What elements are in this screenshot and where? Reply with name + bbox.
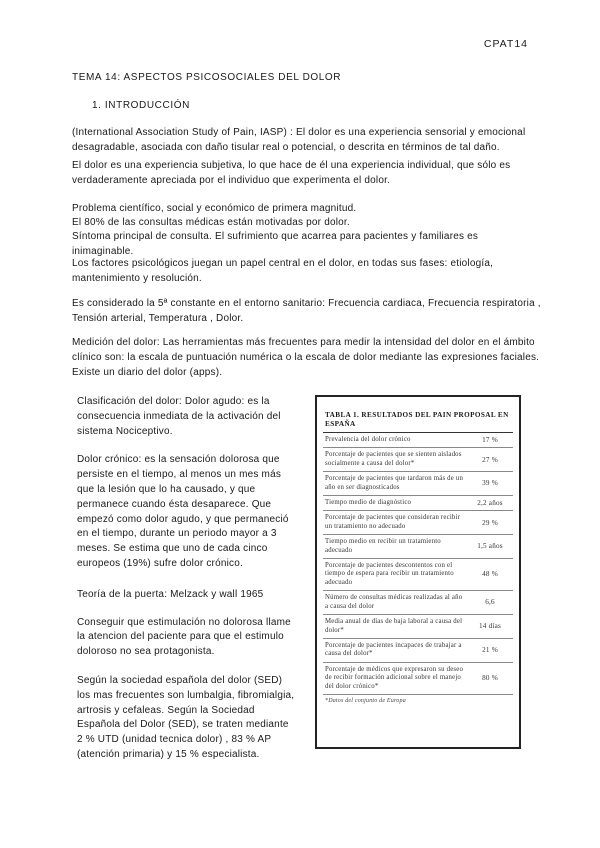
table-row xyxy=(323,615,513,639)
table-row-value: 29 % xyxy=(467,511,513,535)
table-row-value: 1,5 años xyxy=(467,535,513,559)
results-table xyxy=(323,433,513,695)
paragraph-stimulation: Conseguir que estimulación no dolorosa llame la atencion del paciente para que el estimulo doloroso no sea protagonista. xyxy=(77,616,291,658)
section-heading: 1. INTRODUCCIÓN xyxy=(92,100,190,111)
paragraph-consultations: El 80% de las consultas médicas están motivadas por dolor. xyxy=(72,217,350,228)
table-row-value: 39 % xyxy=(467,472,513,496)
paragraph-gate-theory: Teoría de la puerta: Melzack y wall 1965 xyxy=(77,588,264,600)
document-code: CPAT14 xyxy=(483,38,528,50)
table-row xyxy=(323,472,513,496)
left-column xyxy=(77,395,297,763)
table-row xyxy=(323,448,513,472)
table-row xyxy=(323,535,513,559)
table-row-value: 2,2 años xyxy=(467,496,513,511)
table-row xyxy=(323,591,513,615)
pain-proposal-table-figure xyxy=(315,395,521,749)
table-row xyxy=(323,433,513,448)
table-row-label: Porcentaje de pacientes que consideran recibir un tratamiento no adecuado xyxy=(323,511,467,535)
table-row-label: Número de consultas médicas realizadas al año a causa del dolor xyxy=(323,591,467,615)
table-row-value: 27 % xyxy=(467,448,513,472)
table-row xyxy=(323,559,513,591)
table-row-label: Porcentaje de pacientes descontentos con el tiempo de espera para recibir un tratamiento adecuado xyxy=(323,559,467,591)
table-row-value: 6,6 xyxy=(467,591,513,615)
table-row xyxy=(323,511,513,535)
table-row xyxy=(323,496,513,511)
table-row-label: Porcentaje de médicos que expresaron su deseo de recibir formación adicional sobre el manejo del dolor crónico* xyxy=(323,662,467,694)
table-row-label: Media anual de días de baja laboral a causa del dolor* xyxy=(323,615,467,639)
table-row-value: 80 % xyxy=(467,662,513,694)
table-row-label: Porcentaje de pacientes incapaces de trabajar a causa del dolor* xyxy=(323,638,467,662)
table-title: TABLA 1. RESULTADOS DEL PAIN PROPOSAL EN ESPAÑA xyxy=(323,411,513,433)
paragraph-psychological-factors: Los factores psicológicos juegan un papel central en el dolor, en todas sus fases: etiología, mantenimiento y resolución. xyxy=(72,258,494,284)
paragraph-iasp-definition: (International Association Study of Pain, IASP) : El dolor es una experiencia sensorial y emocional desagradable, asociada con daño tisular real o potencial, o descrita en términos de tal daño. xyxy=(72,127,526,153)
table-row-value: 17 % xyxy=(467,433,513,448)
paragraph-classification: Clasificación del dolor: Dolor agudo: es la consecuencia inmediata de la activación del sistema Nociceptivo. xyxy=(77,396,281,437)
table-row xyxy=(323,638,513,662)
table-row xyxy=(323,662,513,694)
paragraph-problem: Problema científico, social y económico de primera magnitud. xyxy=(72,203,357,214)
table-row-label: Porcentaje de pacientes que se sienten aislados socialmente a causa del dolor* xyxy=(323,448,467,472)
paragraph-chronic-pain: Dolor crónico: es la sensación dolorosa que persiste en el tiempo, al menos un mes más que la lesión que lo ha causado, y que permanece cuando ésta desaparece. Que empezó como dolor agudo, y que permaneció en el tiempo, durante un periodo mayor a 3 meses. Se estima que uno de cada cinco europeos (19%) sufre dolor crónico. xyxy=(77,454,289,569)
table-row-label: Tiempo medio de diagnóstico xyxy=(323,496,467,511)
paragraph-main-symptom: Síntoma principal de consulta. El sufrimiento que acarrea para pacientes y familiares es inimaginable. xyxy=(72,231,479,257)
table-row-value: 48 % xyxy=(467,559,513,591)
paragraph-sed: Según la sociedad española del dolor (SED) los mas frecuentes son lumbalgia, fibromialgia, artrosis y cefaleas. Según la Sociedad Española del Dolor (SED), se traten mediante 2 % UTD (unidad tecnica dolor) , 83 % AP (atención primaria) y 15 % especialista. xyxy=(77,674,295,760)
table-row-label: Tiempo medio en recibir un tratamiento adecuado xyxy=(323,535,467,559)
table-row-value: 21 % xyxy=(467,638,513,662)
paragraph-fifth-constant: Es considerado la 5ª constante en el entorno sanitario: Frecuencia cardiaca, Frecuencia respiratoria , Tensión arterial, Temperatura , Dolor. xyxy=(72,298,541,324)
paragraph-subjective: El dolor es una experiencia subjetiva, lo que hace de él una experiencia individual, que sólo es verdaderamente apreciada por el individuo que experimenta el dolor. xyxy=(72,160,511,186)
table-row-label: Prevalencia del dolor crónico xyxy=(323,433,467,448)
paragraph-pain-measurement: Medición del dolor: Las herramientas más frecuentes para medir la intensidad del dolor en el ámbito clínico son: la escala de puntuación numérica o la escala de dolor mediante las expresiones faciales. Existe un diario del dolor (apps). xyxy=(72,337,540,378)
table-row-value: 14 días xyxy=(467,615,513,639)
table-footnote: *Datos del conjunto de Europa xyxy=(325,697,406,704)
page-title: TEMA 14: ASPECTOS PSICOSOCIALES DEL DOLOR xyxy=(72,72,342,83)
table-row-label: Porcentaje de pacientes que tardaron más de un año en ser diagnosticados xyxy=(323,472,467,496)
